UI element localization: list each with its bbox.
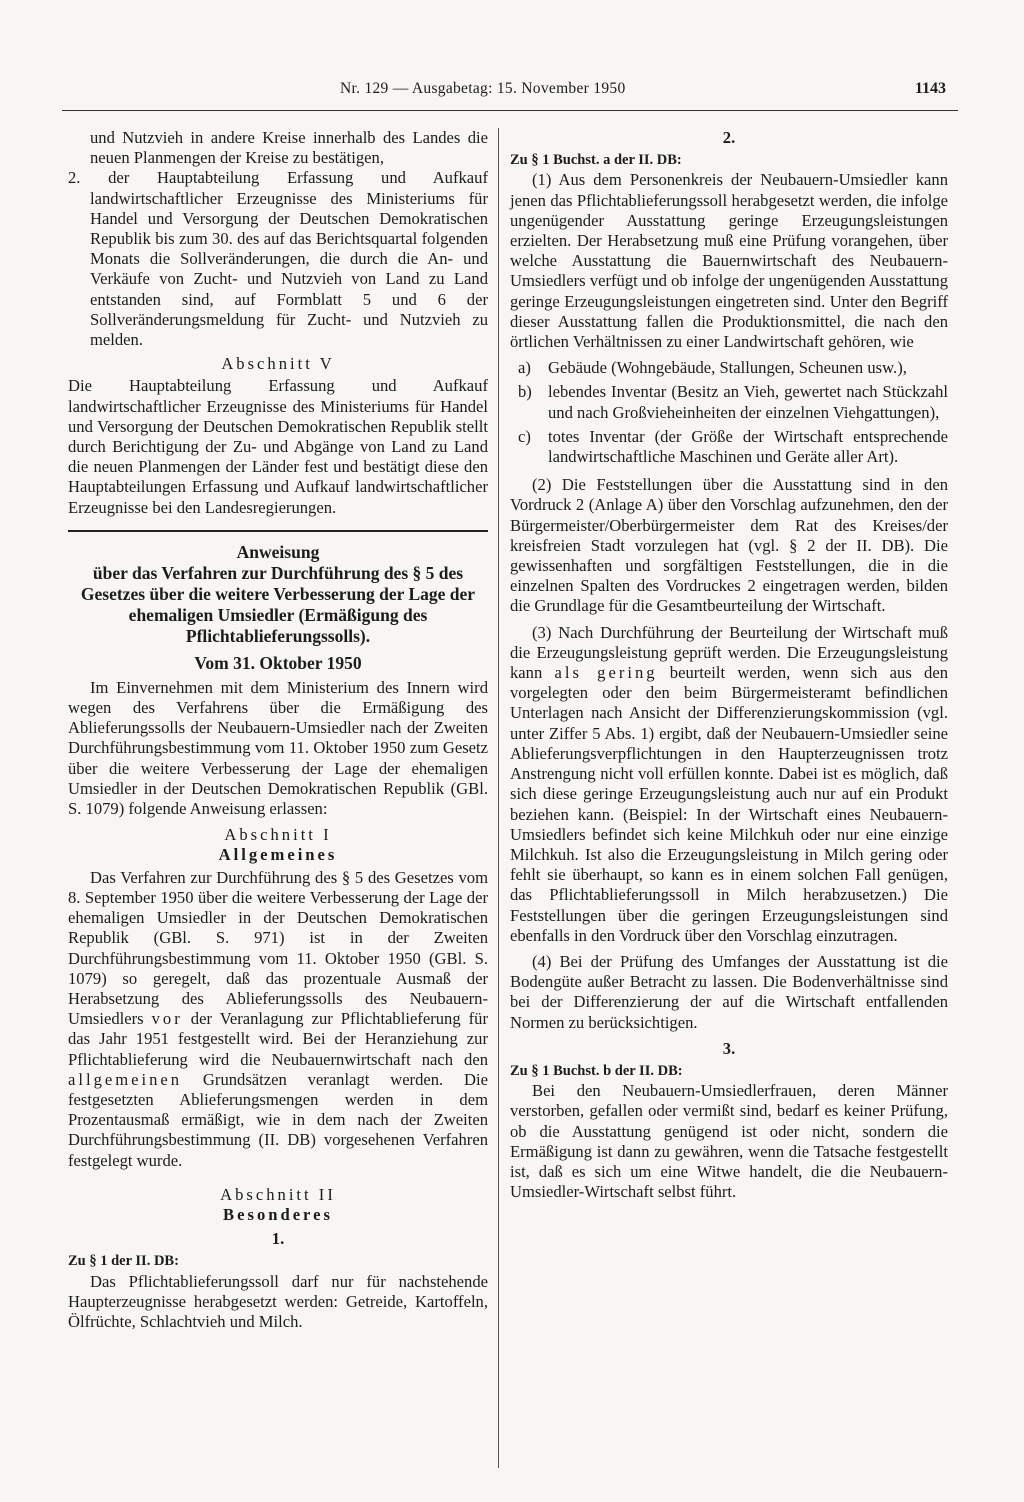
section-subheading-allgemeines: Allgemeines xyxy=(218,845,338,865)
paragraph-intro: Im Einvernehmen mit dem Ministerium des Innern wird wegen des Verfahrens über die Ermäßigung des Ablieferungssolls der Neubauern-Umsiedler nach der Zweiten Durchführungsbestimmung vom 11. Oktober 1950 zum Gesetz über die weitere Verbesserung der Lage der ehemaligen Umsiedler in der Deutschen Demokratischen Republik (GBl. S. 1079) folgende Anweisung erlassen: xyxy=(68,677,488,819)
issue-line: Nr. 129 — Ausgabetag: 15. November 1950 xyxy=(340,80,626,97)
page-header xyxy=(0,80,1024,104)
left-column xyxy=(68,128,488,1338)
title-line-1: Anweisung xyxy=(236,541,320,562)
text-run: Das Verfahren zur Durchführung des § 5 des Gesetzes vom 8. September 1950 über die weitere Verbesserung der Lage der ehemaligen Umsiedler in der Deutschen Demokratischen Republik (GBl. S. 971) ist in der Zweiten Durchführungsbestimmung vom 11. Oktober 1950 (GBl. S. 1079) so geregelt, daß das prozentuale Ausmaß der Herabsetzung des Ablieferungssolls des Neubauern-Umsiedlers xyxy=(68,867,488,1029)
right-column xyxy=(510,128,948,1208)
text-run: der Veranlagung zur Pflichtablieferung für das Jahr 1951 festgestellt wird. Bei der Heranziehung zur Pflichtablieferung wird die Neubauernwirtschaft nach den xyxy=(68,1009,488,1069)
list-item-label: b) xyxy=(518,382,532,402)
column-divider xyxy=(498,128,499,1468)
text-run-spaced: als gering xyxy=(554,663,658,683)
list-item-text: Gebäude (Wohngebäude, Stallungen, Scheunen usw.), xyxy=(548,358,907,378)
header-rule xyxy=(62,110,958,111)
document-title xyxy=(68,542,488,674)
item-number-2: 2. xyxy=(722,128,736,147)
text-run-spaced: allgemeinen xyxy=(68,1069,183,1089)
paragraph-item-1: Das Pflichtablieferungssoll darf nur für nachstehende Haupterzeugnisse herabgesetzt werden: Getreide, Kartoffeln, Ölfrüchte, Schlachtvieh und Milch. xyxy=(68,1271,488,1331)
item-number-1: 1. xyxy=(271,1229,285,1249)
paragraph-2-1: (1) Aus dem Personenkreis der Neubauern-Umsiedler kann jenen das Pflichtablieferungssoll herabgesetzt werden, die infolge ungenügender Ausstattung geringe Erzeugungsleistungen erzielten. Der Herabsetzung muß eine Prüfung vorangehen, über welche Ausstattung die Bauernwirtschaft des Neubauern-Umsiedlers verfügt und ob infolge der ungenügenden Ausstattung geringe Erzeugungsleistungen eingetreten sind. Unter den Begriff dieser Ausstattung fallen die Produktionsmittel, die nach den örtlichen Verhältnissen zu einer Landwirtschaft gehören, wie xyxy=(510,170,948,352)
document-date: Vom 31. Oktober 1950 xyxy=(194,652,362,673)
section-rule xyxy=(68,530,488,532)
list-item xyxy=(510,427,948,467)
text-run: (3) Nach Durchführung der Beurteilung der Wirtschaft muß die Erzeugungsleistung geprüft werden. Die Erzeugungsleistung kann xyxy=(510,622,948,683)
section-heading-i: Abschnitt I xyxy=(224,825,332,845)
clause-heading-1: Zu § 1 der II. DB: xyxy=(68,1253,179,1270)
section-heading-v: Abschnitt V xyxy=(221,354,335,374)
paragraph-section-v: Die Hauptabteilung Erfassung und Aufkauf landwirtschaftlicher Erzeugnisse des Ministeriums für Handel und Versorgung der Deutschen Demokratischen Republik stellt durch Berichtigung der Zu- und Abgänge von Land zu Land die neuen Planmengen der Länder fest und bestätigt diese den Hauptabteilungen Erfassung und Aufkauf landwirtschaftlicher Erzeugnisse bei den Landesregierungen. xyxy=(68,376,488,517)
list-item-label: c) xyxy=(518,426,531,446)
paragraph-2-3 xyxy=(510,623,948,946)
list-item-text: totes Inventar (der Größe der Wirtschaft entsprechende landwirtschaftliche Maschinen und Geräte aller Art). xyxy=(548,426,948,467)
clause-heading-2: Zu § 1 Buchst. a der II. DB: xyxy=(510,152,682,169)
paragraph-item-2: 2. der Hauptabteilung Erfassung und Aufkauf landwirtschaftlicher Erzeugnisse des Ministeriums für Handel und Versorgung der Deutschen Demokratischen Republik bis zum 30. des auf das Berichtsquartal folgenden Monats die Sollveränderungen, die durch die An- und Verkäufe von Zucht- und Nutzvieh von Land zu Land entstanden sind, auf Formblatt 5 und 6 der Sollveränderungsmeldung für Zucht- und Nutzvieh zu melden. xyxy=(68,168,488,350)
paragraph-2-4: (4) Bei der Prüfung des Umfanges der Ausstattung ist die Bodengüte außer Betracht zu lassen. Die Bodenverhältnisse sind bei der Differenzierung der auf die Wirtschaft entfallenden Normen zu berücksichtigen. xyxy=(510,951,948,1032)
section-subheading-besonderes: Besonderes xyxy=(223,1204,333,1224)
text-run: Grundsätzen veranlagt werden. Die festgesetzten Ablieferungsmengen werden in dem Prozentausmaß ermäßigt, wie in dem nach der Zweiten Durchführungsbestimmung (II. DB) vorgesehenen Verfahren festgelegt wurde. xyxy=(68,1069,488,1170)
list-item xyxy=(510,382,948,422)
page-number: 1143 xyxy=(914,80,946,97)
item-number-3: 3. xyxy=(722,1038,736,1058)
title-line-2: über das Verfahren zur Durchführung des § 5 des Gesetzes über die weitere Verbesserung der Lage der ehemaligen Umsiedler (Ermäßigung des Pflichtablieferungssolls). xyxy=(80,562,476,646)
list-item-text: lebendes Inventar (Besitz an Vieh, gewertet nach Stückzahl und nach Großvieheinheiten der einzelnen Viehgattungen), xyxy=(548,382,948,422)
paragraph-continued: und Nutzvieh in andere Kreise innerhalb des Landes die neuen Planmengen der Kreise zu bestätigen, xyxy=(90,128,488,168)
clause-heading-3: Zu § 1 Buchst. b der II. DB: xyxy=(510,1062,683,1079)
paragraph-2-2: (2) Die Feststellungen über die Ausstattung sind in den Vordruck 2 (Anlage A) über den Vorschlag aufzunehmen, den der Bürgermeister/Oberbürgermeister dem Rat des Kreises/der kreisfreien Stadt vorzulegen hat (vgl. § 2 der II. DB). Die gewissenhaften und sorgfältigen Feststellungen, die in die einzelnen Spalten des Vordruckes 2 eingetragen werden, bilden die Grundlage für die Gesamtbeurteilung der Wirtschaft. xyxy=(510,475,948,616)
section-heading-ii: Abschnitt II xyxy=(220,1184,336,1204)
text-run-spaced: vor xyxy=(151,1009,183,1029)
paragraph-section-i xyxy=(68,868,488,1171)
paragraph-3: Bei den Neubauern-Umsiedlerfrauen, deren Männer verstorben, gefallen oder vermißt sind, bedarf es keiner Prüfung, ob die Ausstattung genügend ist oder nicht, sondern die Ermäßigung ist dann zu gewähren, wenn die Tatsache festgestellt ist, daß es sich um eine Witwe handelt, die die Neubauern-Umsiedler-Wirtschaft selbst führt. xyxy=(510,1081,948,1202)
text-run: beurteilt werden, wenn sich aus den vorgelegten oder den beim Bürgermeisteramt befindlichen Unterlagen nach Ansicht der Differenzierungskommission (vgl. unter Ziffer 5 Abs. 1) ergibt, daß der Neubauern-Umsiedler seine Ablieferungsverpflichtungen in den Haupterzeugnissen trotz Anstrengung nicht voll erfüllen konnte. Dabei ist es möglich, daß sich diese geringe Erzeugungsleistung auch nur auf ein Produkt beziehen kann. (Beispiel: In der Wirtschaft eines Neubauern-Umsiedlers befindet sich keine Milchkuh oder nur eine einzige Milchkuh. Ist also die Erzeugungsleistung in Milch gering oder fehlt sie überhaupt, so kann es in einem solchen Fall genügen, das Pflichtablieferungssoll in Milch herabzusetzen.) Die Feststellungen über die geringen Erzeugungsleistungen sind ebenfalls in den Vordruck über den Vorschlag einzutragen. xyxy=(510,663,948,945)
list-item-label: a) xyxy=(518,358,531,378)
list-item xyxy=(510,358,948,378)
